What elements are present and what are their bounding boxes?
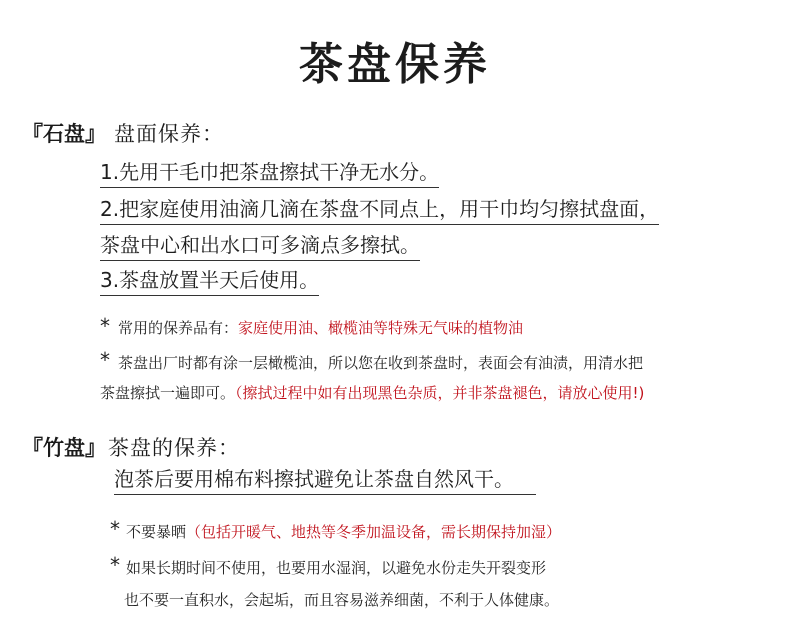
bamboo-step: 泡茶后要用棉布料擦拭避免让茶盘自然风干。	[114, 467, 536, 495]
page-title: 茶盘保养	[299, 39, 491, 90]
bamboo-tray-heading: 茶盘的保养：	[108, 436, 240, 460]
stone-tray-heading: 盘面保养：	[114, 122, 224, 146]
bamboo-note-2-line-1: 如果长期时间不使用，也要用水湿润，以避免水份走失开裂变形	[126, 559, 547, 577]
stone-note-2-line-1: 茶盘出厂时都有涂一层橄榄油，所以您在收到茶盘时，表面会有油渍，用清水把	[118, 354, 644, 372]
bamboo-tray-label: 『竹盘』	[22, 436, 106, 460]
asterisk-icon: *	[110, 517, 120, 541]
stone-note-2-highlight: （擦拭过程中如有出现黑色杂质，并非茶盘褪色，请放心使用!)	[235, 384, 645, 402]
stone-step-2-continued: 茶盘中心和出水口可多滴点多擦拭。	[100, 233, 420, 261]
stone-step-3: 3.茶盘放置半天后使用。	[100, 268, 319, 296]
stone-note-2-line-2	[100, 383, 644, 403]
asterisk-icon: *	[100, 314, 110, 338]
stone-note-1-prefix: 常用的保养品有：	[118, 319, 239, 337]
stone-step-2: 2.把家庭使用油滴几滴在茶盘不同点上，用干巾均匀擦拭盘面，	[100, 197, 659, 225]
bamboo-note-1-prefix: 不要暴晒	[126, 523, 187, 541]
stone-tray-label: 『石盘』	[22, 122, 106, 146]
stone-note-1-highlight: 家庭使用油、橄榄油等特殊无气味的植物油	[238, 319, 524, 337]
asterisk-icon: *	[110, 553, 120, 577]
stone-step-1: 1.先用干毛巾把茶盘擦拭干净无水分。	[100, 160, 439, 188]
bamboo-note-1-highlight: （包括开暖气、地热等冬季加温设备，需长期保持加湿）	[186, 523, 562, 541]
bamboo-note-1	[126, 522, 561, 542]
bamboo-note-2-line-2: 也不要一直积水，会起垢，而且容易滋养细菌，不利于人体健康。	[124, 591, 560, 609]
asterisk-icon: *	[100, 348, 110, 372]
stone-note-1	[118, 318, 523, 338]
stone-note-2-prefix: 茶盘擦拭一遍即可。	[100, 384, 236, 402]
